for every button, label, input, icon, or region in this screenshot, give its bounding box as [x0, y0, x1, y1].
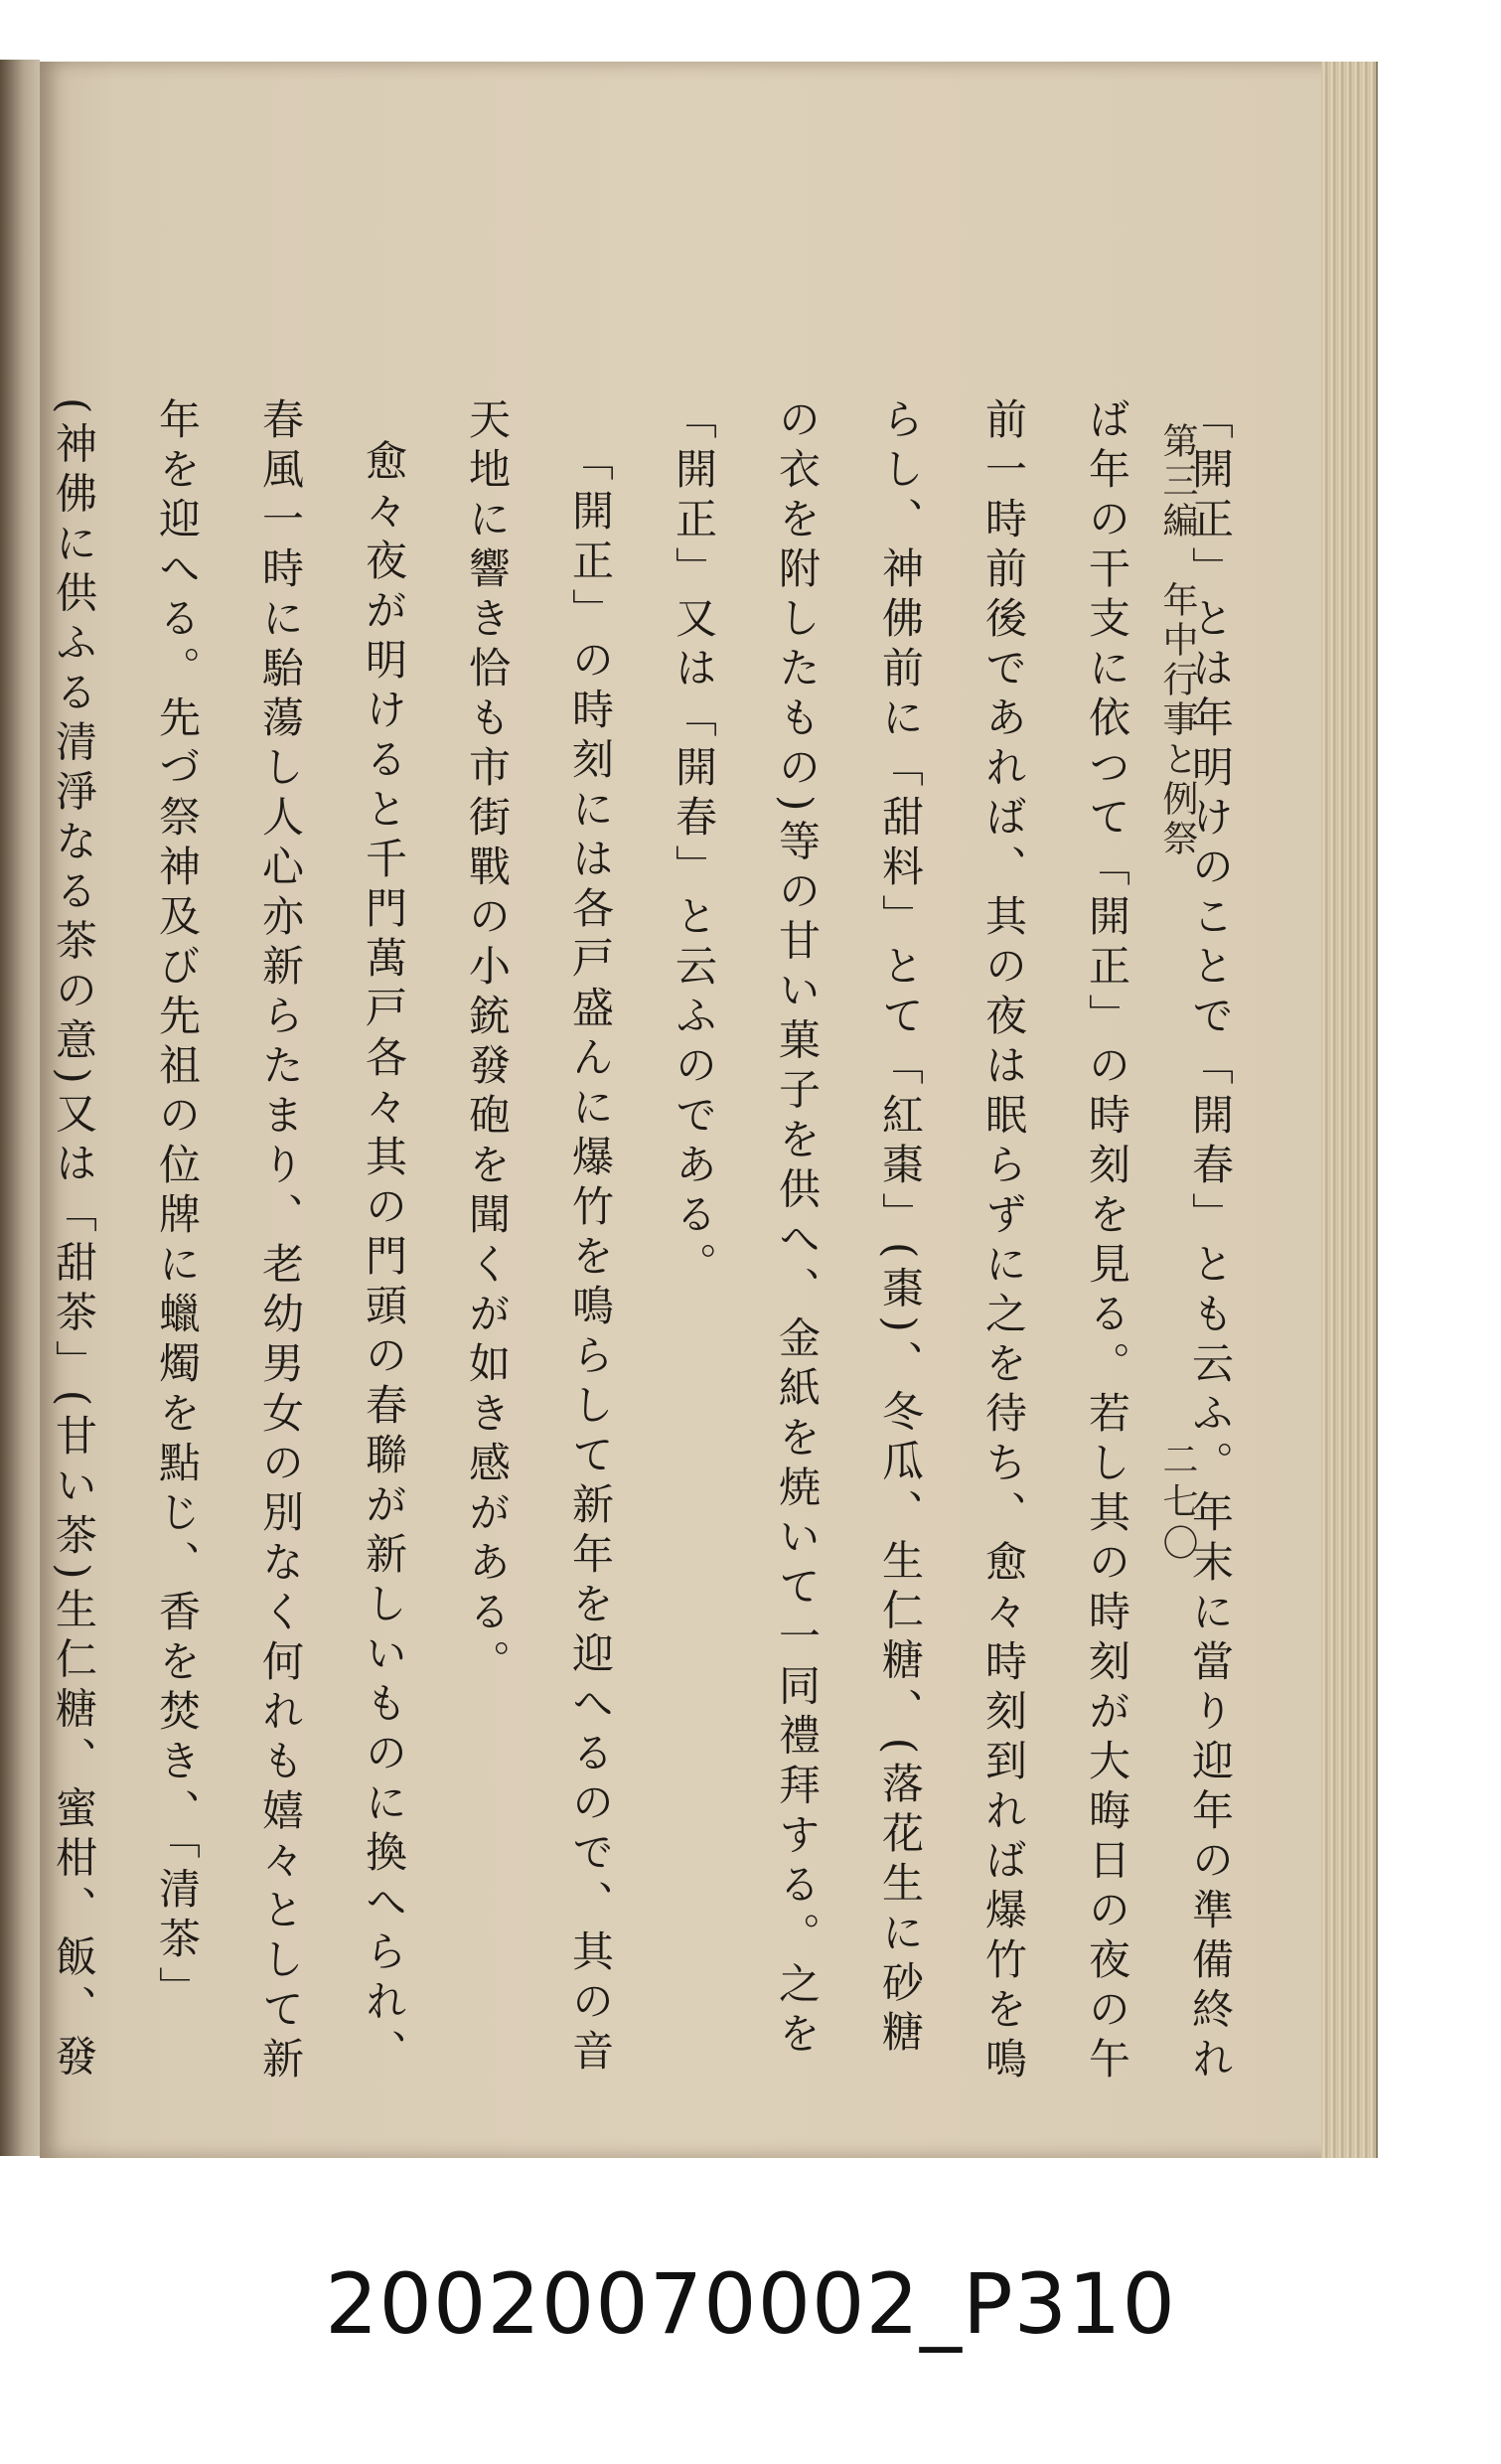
page-number: 二七〇 [1157, 1441, 1198, 1566]
paragraph: 「開正」の時刻には各戸盛んに爆竹を鳴らして新年を迎へるので、其の音天地に響き恰も市街戰の小銃發砲を聞くが如き感がある。 [463, 397, 615, 2079]
body-text [50, 397, 1262, 2086]
paragraph: 愈々夜が明けると千門萬戸各々其の門頭の春聯が新しいものに換へられ、春風一時に駘蕩し人心亦新らたまり、老幼男女の別なく何れも嬉々として新年を迎へる。先づ祭神及び先祖の位牌に蠟燭を點じ、香を焚き、「清茶」(神佛に供ふる清淨なる茶の意)又は「甜茶」(甘い茶)生仁糖、蜜柑、飯、發 [50, 397, 408, 2086]
chapter-header: 第三編 年中行事と例祭 [1157, 422, 1198, 859]
paragraph: 「開正」とは年明けのことで「開春」とも云ふ。年末に當り迎年の準備終れば年の干支に依つて「開正」の時刻を見る。若し其の時刻が大晦日の夜の午前一時前後であれば、其の夜は眠らずに之を待ち、愈々時刻到れば爆竹を鳴らし、神佛前に「甜料」とて「紅棗」(棗)、冬瓜、生仁糖、(落花生に砂糖の衣を附したもの)等の甘い菓子を供へ、金紙を焼いて一同禮拜する。之を「開正」又は「開春」と云ふのである。 [670, 397, 1235, 2086]
image-caption: 20020070002_P310 [325, 2255, 1176, 2353]
page-stack-edge [1321, 62, 1378, 2158]
